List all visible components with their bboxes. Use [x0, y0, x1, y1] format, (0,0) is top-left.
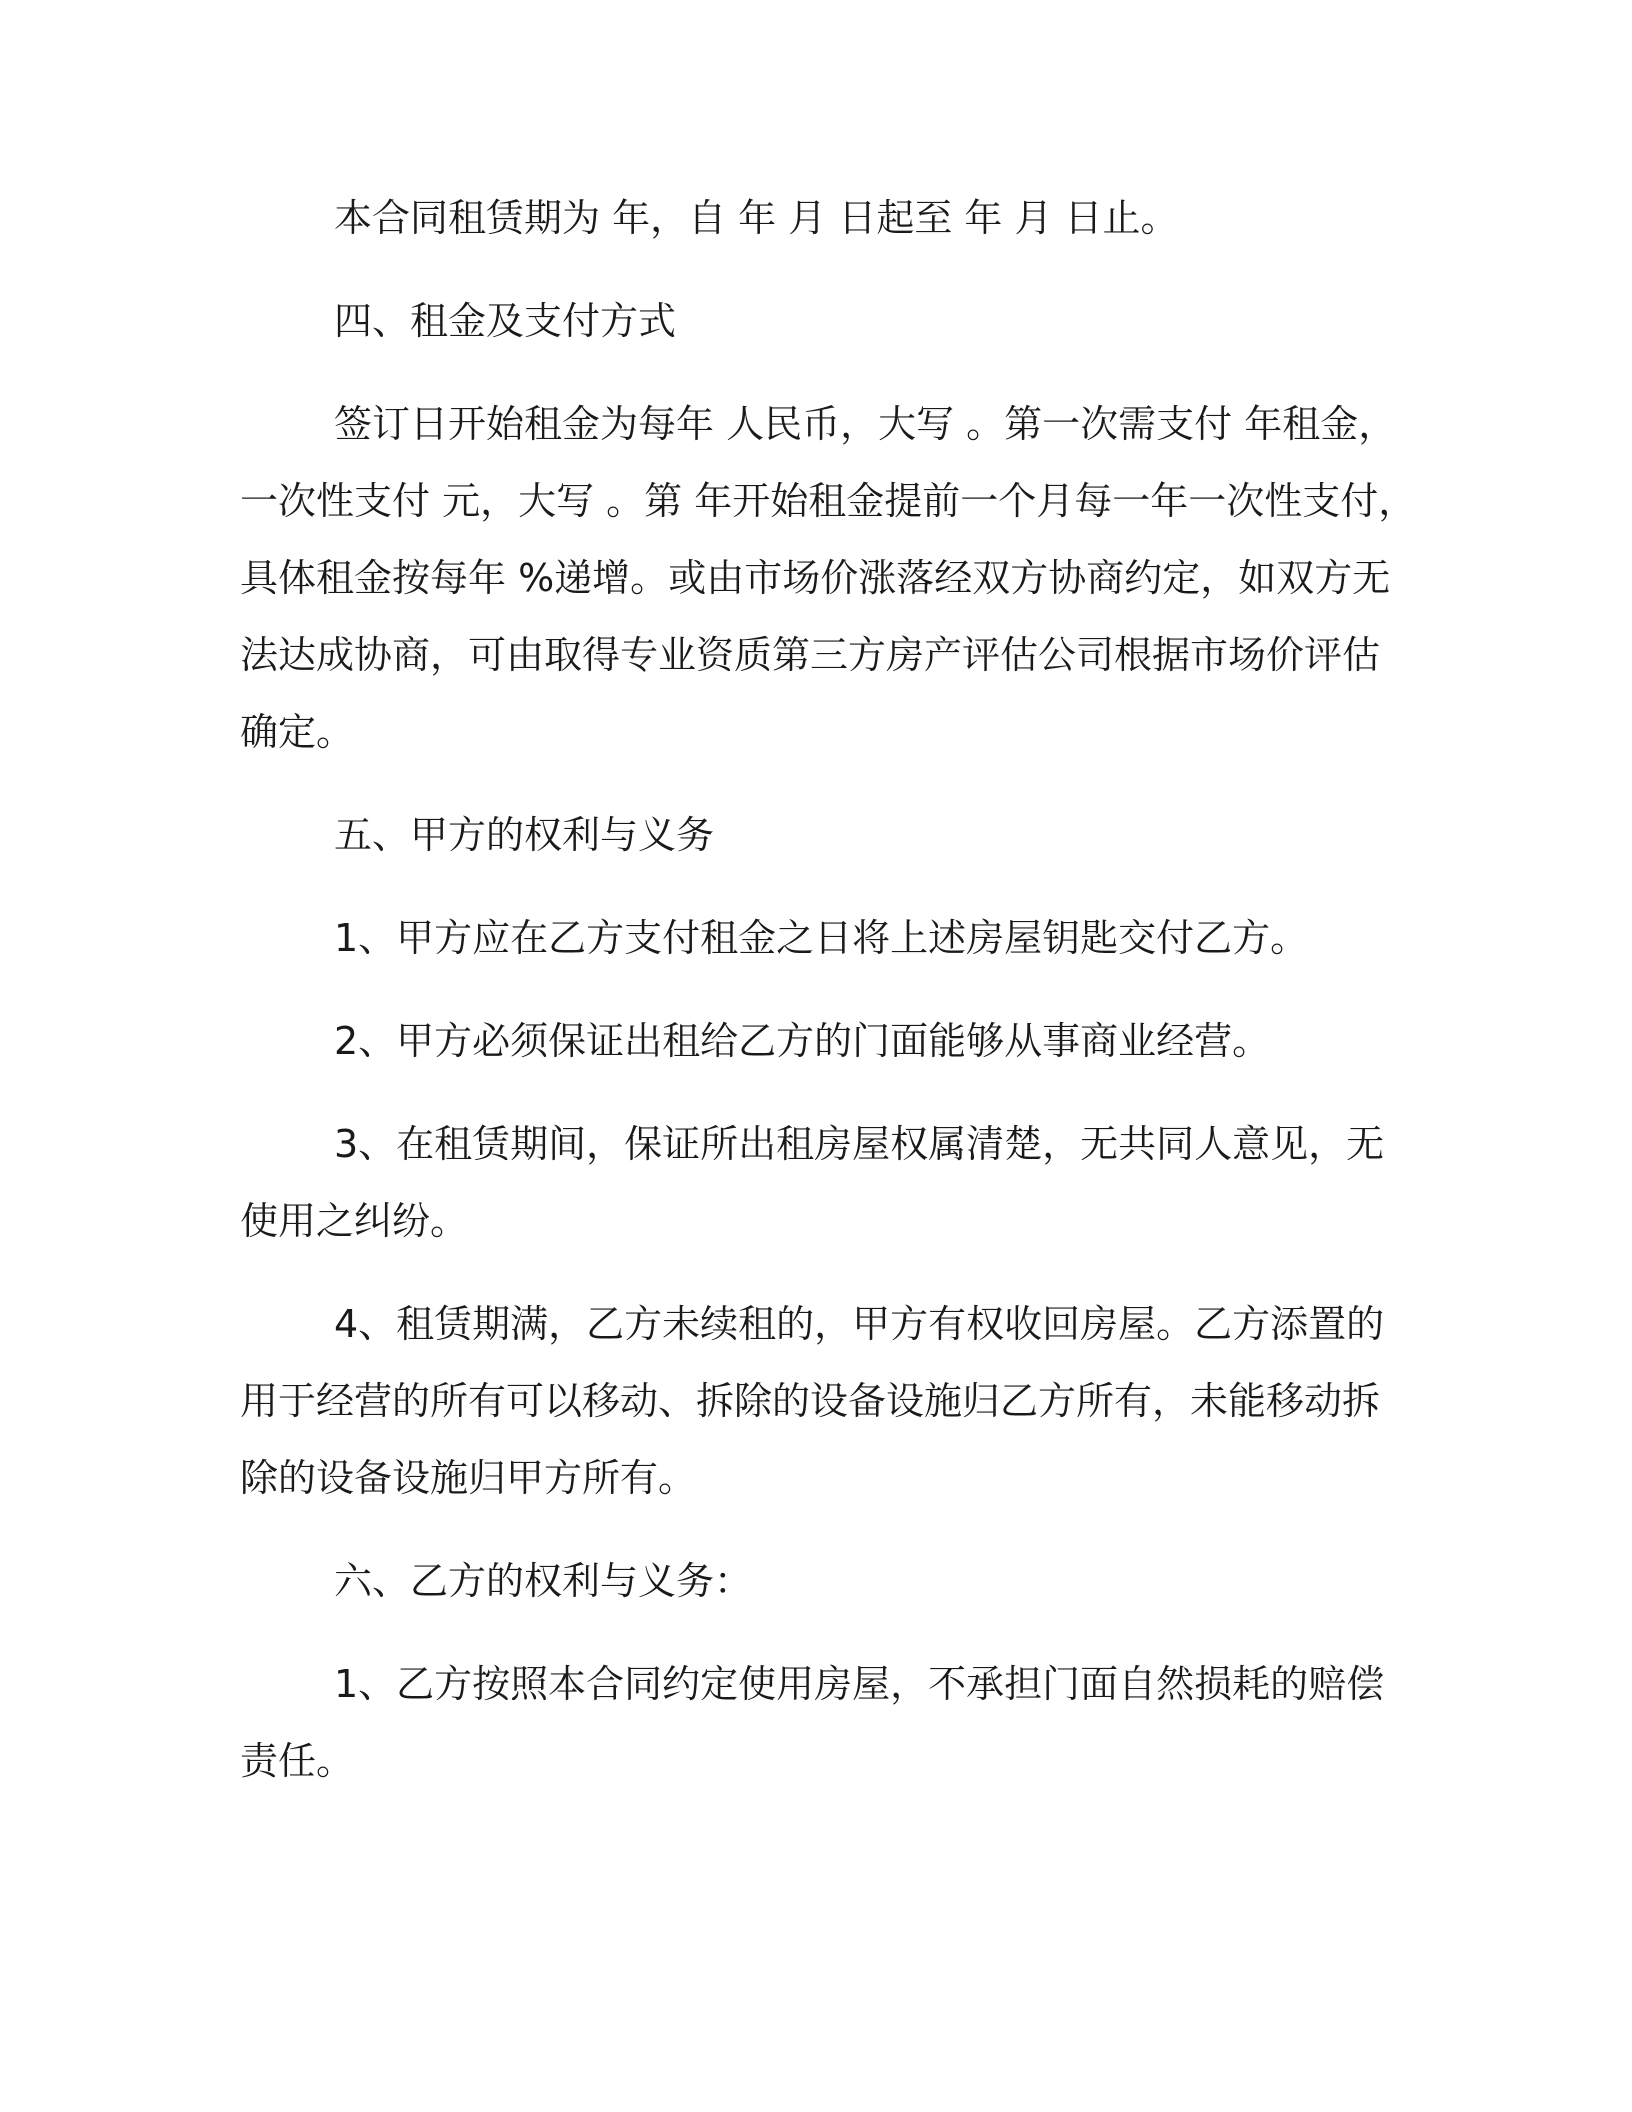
party-a-clause-4: 除的设备设施归甲方所有。: [240, 1456, 697, 1500]
party-a-clause-3: 使用之纠纷。: [240, 1199, 469, 1243]
party-a-clause-3: 3、在租赁期间，保证所出租房屋权属清楚，无共同人意见，无: [334, 1122, 1385, 1166]
rent-paragraph-line: 签订日开始租金为每年 人民币，大写 。第一次需支付 年租金，: [334, 402, 1397, 446]
party-a-clause-4: 用于经营的所有可以移动、拆除的设备设施归乙方所有，未能移动拆: [240, 1379, 1381, 1423]
rent-paragraph-line: 法达成协商，可由取得专业资质第三方房产评估公司根据市场价评估: [240, 633, 1381, 677]
party-a-clause-2: 2、甲方必须保证出租给乙方的门面能够从事商业经营。: [334, 1019, 1271, 1063]
party-b-clause-1: 责任。: [240, 1739, 355, 1783]
party-a-clause-1: 1、甲方应在乙方支付租金之日将上述房屋钥匙交付乙方。: [334, 916, 1309, 960]
rent-paragraph-line: 一次性支付 元，大写 。第 年开始租金提前一个月每一年一次性支付，: [240, 479, 1417, 523]
section-heading-party-b: 六、乙方的权利与义务：: [334, 1559, 753, 1603]
section-heading-party-a: 五、甲方的权利与义务: [334, 813, 715, 857]
section-heading-rent: 四、租金及支付方式: [334, 299, 677, 343]
rent-paragraph-line: 具体租金按每年 %递增。或由市场价涨落经双方协商约定，如双方无: [240, 556, 1391, 600]
party-a-clause-4: 4、租赁期满，乙方未续租的，甲方有权收回房屋。乙方添置的: [334, 1302, 1385, 1346]
lease-term-line: 本合同租赁期为 年，自 年 月 日起至 年 月 日止。: [334, 196, 1179, 240]
party-b-clause-1: 1、乙方按照本合同约定使用房屋，不承担门面自然损耗的赔偿: [334, 1662, 1385, 1706]
rent-paragraph-line: 确定。: [240, 710, 355, 754]
